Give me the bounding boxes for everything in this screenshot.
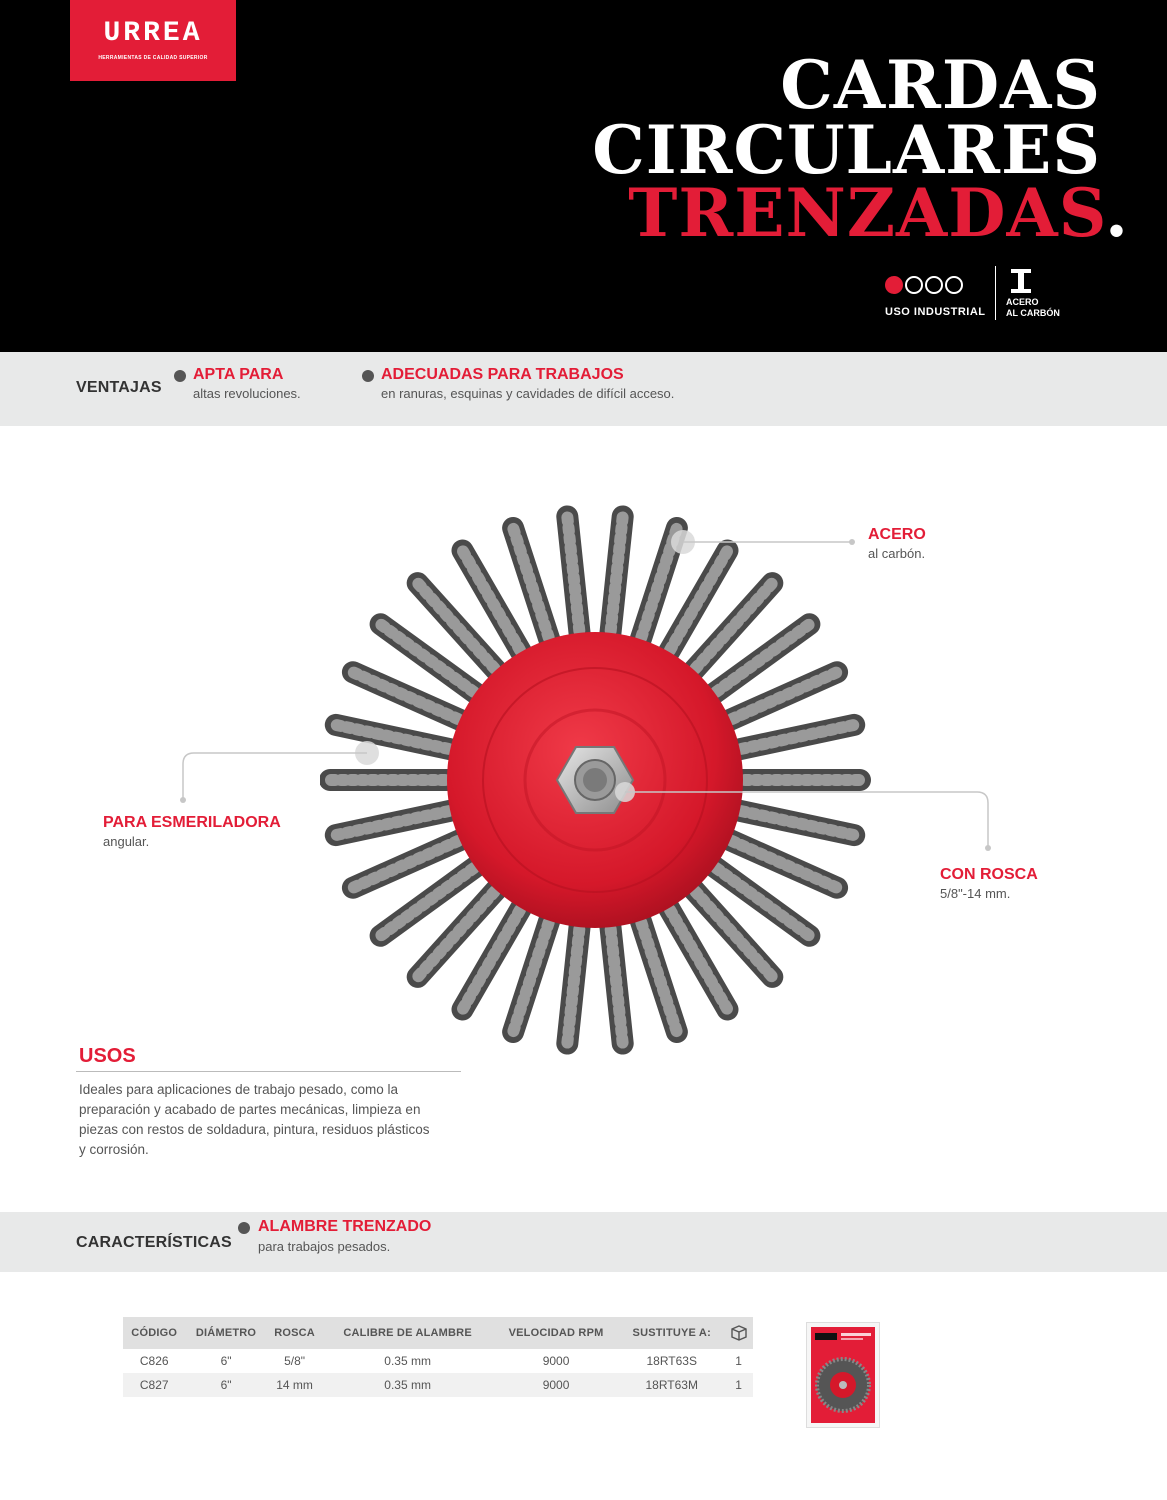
table-row — [123, 1349, 753, 1373]
callout-esmeriladora-desc: angular. — [103, 834, 150, 849]
cell-codigo: C827 — [123, 1373, 185, 1397]
ventajas-label: VENTAJAS — [76, 379, 162, 396]
cell-qty: 1 — [724, 1373, 753, 1397]
col-box — [724, 1317, 753, 1349]
callout-acero-desc: al carbón. — [868, 546, 926, 561]
cell-calibre: 0.35 mm — [322, 1373, 492, 1397]
cell-diametro: 6" — [185, 1373, 266, 1397]
col-diametro: DIÁMETRO — [185, 1317, 266, 1349]
callout-esmeriladora-title: PARA ESMERILADORA — [103, 814, 281, 831]
cell-diametro: 6" — [220, 1354, 232, 1368]
usos-body: Ideales para aplicaciones de trabajo pesado, como la preparación y acabado de partes mecánicas, limpieza en piezas con restos de soldadura, pintura, residuos plásticos y corrosión. — [79, 1082, 430, 1157]
cell-rosca: 5/8" — [284, 1354, 306, 1368]
cell-codigo: C826 — [139, 1354, 169, 1368]
brand-tagline: HERRAMIENTAS DE CALIDAD SUPERIOR — [98, 55, 208, 61]
ventaja-2-title: ADECUADAS PARA TRABAJOS — [381, 366, 624, 383]
title-line-3-text: TRENZADAS — [628, 174, 1106, 252]
package-thumbnail — [807, 1323, 879, 1427]
col-codigo: CÓDIGO — [123, 1317, 185, 1349]
brand-name: URREA — [103, 18, 203, 49]
title-line-2: CIRCULARES — [592, 111, 1101, 189]
cell-rosca: 14 mm — [267, 1373, 323, 1397]
col-sustituye: SUSTITUYE A: — [619, 1317, 724, 1349]
ventaja-1-desc: altas revoluciones. — [193, 386, 301, 401]
ventaja-2-desc: en ranuras, esquinas y cavidades de difícil acceso. — [381, 386, 675, 401]
caracteristicas-label: CARACTERÍSTICAS — [76, 1234, 232, 1251]
col-rosca: ROSCA — [267, 1317, 323, 1349]
caracteristica-desc: para trabajos pesados. — [258, 1239, 391, 1254]
spec-table — [123, 1317, 753, 1397]
ventaja-1-title: APTA PARA — [193, 366, 284, 383]
badge-steel-line-2: AL CARBÓN — [1006, 308, 1060, 318]
table-row — [123, 1373, 753, 1397]
callout-acero-title: ACERO — [868, 526, 926, 543]
cell-velocidad: 9000 — [542, 1354, 570, 1368]
col-velocidad: VELOCIDAD RPM — [493, 1317, 619, 1349]
badge-steel-line-1: ACERO — [1006, 297, 1039, 307]
table-header-row — [123, 1317, 753, 1349]
usos-divider — [76, 1071, 461, 1072]
cell-sustituye: 18RT63M — [619, 1373, 724, 1397]
cell-qty: 1 — [735, 1354, 742, 1368]
callout-rosca-desc: 5/8"-14 mm. — [940, 886, 1011, 901]
bullet-icon — [238, 1222, 250, 1234]
badge-industrial-label: USO INDUSTRIAL — [885, 306, 986, 318]
callout-rosca-title: CON ROSCA — [940, 866, 1038, 883]
cell-sustituye: 18RT63S — [646, 1354, 697, 1368]
usos-title: USOS — [79, 1045, 136, 1067]
col-calibre: CALIBRE DE ALAMBRE — [322, 1317, 492, 1349]
packaging-image — [806, 1322, 880, 1428]
box-icon — [729, 1323, 749, 1341]
title-line-1: CARDAS — [780, 46, 1101, 124]
title-period: . — [1105, 174, 1129, 252]
caracteristicas-band — [0, 1212, 1167, 1272]
cell-velocidad: 9000 — [493, 1373, 619, 1397]
caracteristica-title: ALAMBRE TRENZADO — [258, 1218, 432, 1235]
cell-calibre: 0.35 mm — [384, 1354, 431, 1368]
